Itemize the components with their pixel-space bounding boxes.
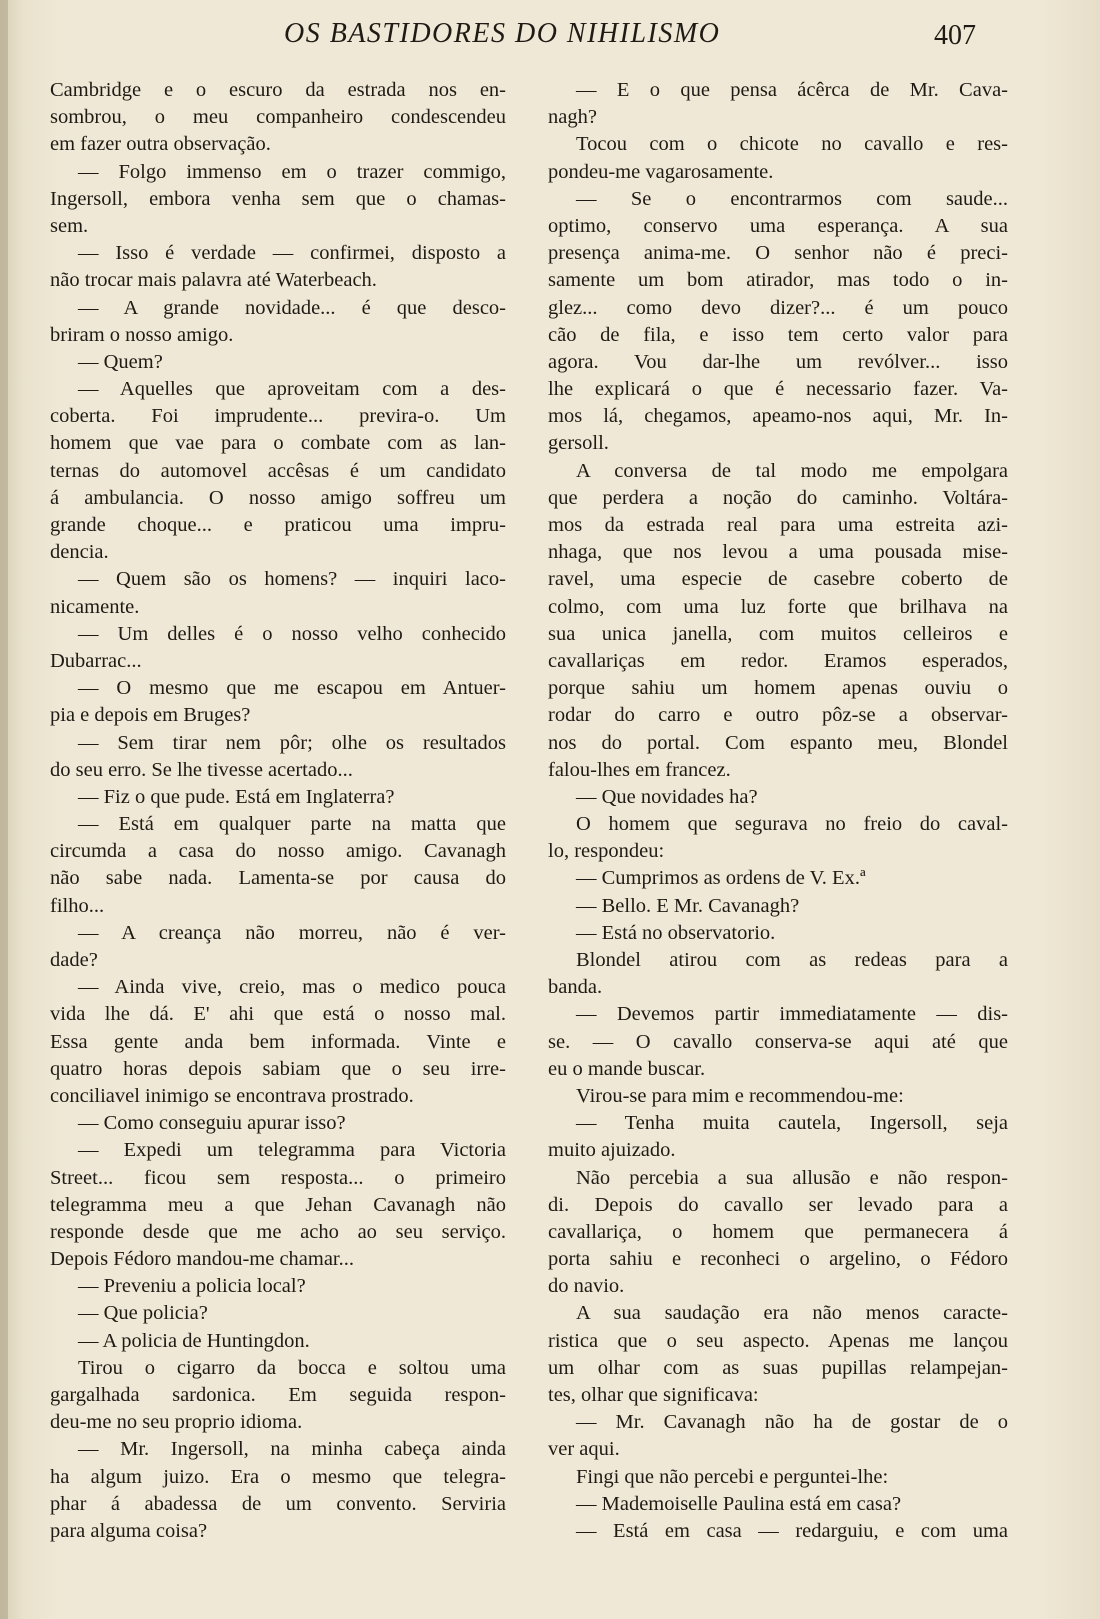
text-line: — A policia de Huntingdon. — [78, 1329, 310, 1352]
text-line: quatro horas depois sabiam que o seu irre- — [50, 1057, 506, 1080]
text-line: cavallariças em redor. Eramos esperados, — [548, 649, 1008, 672]
text-line: se. — O cavallo conserva-se aqui até que — [548, 1030, 1008, 1053]
text-line: — Tenha muita cautela, Ingersoll, seja — [576, 1112, 1008, 1135]
text-line: optimo, conservo uma esperança. A sua — [548, 214, 1008, 237]
text-line: presença anima-me. O senhor não é preci- — [548, 242, 1008, 265]
text-line: do navio. — [548, 1275, 625, 1298]
text-line: Tirou o cigarro da bocca e soltou uma — [78, 1356, 506, 1379]
text-line: para alguma coisa? — [50, 1519, 208, 1542]
text-line: grande choque... e praticou uma impru- — [50, 514, 506, 536]
text-line: — Cumprimos as ordens de V. Ex.ª — [576, 867, 866, 890]
text-line: não trocar mais palavra até Waterbeach. — [50, 269, 377, 292]
page-number: 407 — [934, 20, 976, 51]
text-line: cão de fila, e isso tem certo valor para — [548, 323, 1008, 346]
text-line: eu o mande buscar. — [548, 1057, 706, 1080]
text-line: mos da estrada real para uma estreita azi- — [548, 514, 1008, 536]
text-line: sua unica janella, com muitos celleiros e — [548, 622, 1008, 645]
text-line: dade? — [50, 949, 98, 971]
text-line: nagh? — [548, 106, 597, 129]
text-line: em fazer outra observação. — [50, 133, 271, 156]
text-line: deu-me no seu proprio idioma. — [50, 1411, 303, 1434]
text-line: — A grande novidade... é que desco- — [78, 296, 506, 319]
text-line: — Se o encontrarmos com saude... — [576, 187, 1008, 210]
text-line: não sabe nada. Lamenta-se por causa do — [50, 867, 506, 890]
text-line: mos lá, chegamos, apeamo-nos aqui, Mr. In- — [548, 405, 1008, 428]
text-line: falou-lhes em francez. — [548, 758, 731, 781]
text-line: — Mr. Ingersoll, na minha cabeça ainda — [78, 1438, 506, 1461]
text-line: — Como conseguiu apurar isso? — [78, 1112, 346, 1135]
text-line: telegramma meu a que Jehan Cavanagh não — [50, 1193, 506, 1216]
text-line: gargalhada sardonica. Em seguida respon- — [50, 1384, 506, 1406]
text-line: ravel, uma especie de casebre coberto de — [548, 568, 1008, 591]
text-line: A sua saudação era não menos caracte- — [576, 1302, 1008, 1325]
text-line: um olhar com as suas pupillas relampejan- — [548, 1356, 1008, 1379]
binding-edge-shadow — [0, 0, 8, 1619]
running-title: OS BASTIDORES DO NIHILISMO — [284, 18, 721, 49]
text-line: vida lhe dá. E' ahi que está o nosso mal. — [50, 1003, 506, 1026]
text-line: O homem que segurava no freio do caval- — [576, 813, 1008, 836]
text-line: Fingi que não percebi e perguntei-lhe: — [576, 1465, 889, 1488]
text-line: — Mr. Cavanagh não ha de gostar de o — [576, 1411, 1008, 1434]
text-line: — Folgo immenso em o trazer commigo, — [78, 160, 506, 183]
text-line: banda. — [548, 976, 603, 999]
text-line: — Sem tirar nem pôr; olhe os resultados — [78, 731, 506, 754]
text-line: que perdera a noção do caminho. Voltára- — [548, 486, 1008, 509]
text-line: Street... ficou sem resposta... o primeiro — [50, 1166, 506, 1189]
text-line: ristica que o seu aspecto. Apenas me lançou — [548, 1329, 1008, 1352]
text-line: Virou-se para mim e recommendou-me: — [576, 1084, 904, 1107]
text-line: — Expedi um telegramma para Victoria — [78, 1139, 506, 1162]
text-line: — O mesmo que me escapou em Antuer- — [78, 677, 506, 700]
text-line: — Que policia? — [78, 1302, 208, 1325]
text-line: filho... — [50, 894, 105, 917]
text-line: nicamente. — [50, 595, 140, 618]
text-line: lhe explicará o que é necessario fazer. Va- — [548, 378, 1008, 401]
text-line: — Está em casa — redarguiu, e com uma — [576, 1519, 1008, 1542]
text-line: gersoll. — [548, 432, 609, 455]
text-line: Essa gente anda bem informada. Vinte e — [50, 1030, 506, 1053]
text-line: — Fiz o que pude. Está em Inglaterra? — [78, 785, 395, 808]
text-line: sombrou, o meu companheiro condescendeu — [50, 106, 506, 129]
text-line: — E o que pensa ácêrca de Mr. Cava- — [576, 79, 1008, 101]
text-line: A conversa de tal modo me empolgara — [576, 459, 1008, 482]
text-line: á ambulancia. O nosso amigo soffreu um — [50, 486, 506, 509]
text-line: samente um bom atirador, mas todo o in- — [548, 269, 1008, 292]
text-line: glez... como devo dizer?... é um pouco — [548, 296, 1008, 319]
text-line: lo, respondeu: — [548, 840, 665, 863]
text-line: Blondel atirou com as redeas para a — [576, 949, 1008, 971]
text-line: agora. Vou dar-lhe um revólver... isso — [548, 350, 1008, 373]
text-line: porque sahiu um homem apenas ouviu o — [548, 677, 1008, 700]
text-line: — Bello. E Mr. Cavanagh? — [576, 894, 800, 917]
text-line: muito ajuizado. — [548, 1139, 676, 1162]
text-line: — Ainda vive, creio, mas o medico pouca — [78, 976, 506, 999]
text-line: Ingersoll, embora venha sem que o chamas- — [50, 187, 506, 210]
text-line: nos do portal. Com espanto meu, Blondel — [548, 731, 1008, 754]
text-line: — Está no observatorio. — [576, 921, 776, 944]
text-line: sem. — [50, 214, 89, 237]
text-line: — Quem? — [78, 350, 163, 373]
text-line: di. Depois do cavallo ser levado para a — [548, 1193, 1008, 1216]
text-line: briram o nosso amigo. — [50, 323, 234, 346]
text-line: ternas do automovel accêsas é um candidato — [50, 459, 506, 482]
text-line: homem que vae para o combate com as lan- — [50, 432, 506, 455]
left-text-column — [50, 77, 506, 1545]
right-text-column — [548, 77, 1008, 1545]
text-line: — Aquelles que aproveitam com a des- — [78, 378, 506, 401]
text-line: Dubarrac... — [50, 649, 142, 672]
text-line: — Mademoiselle Paulina está em casa? — [576, 1492, 902, 1515]
text-line: rodar do carro e outro pôz-se a observar- — [548, 704, 1008, 727]
text-line: Cambridge e o escuro da estrada nos en- — [50, 79, 506, 101]
text-line: Não percebia a sua allusão e não respon- — [576, 1166, 1008, 1189]
text-line: Tocou com o chicote no cavallo e res- — [576, 133, 1008, 156]
text-line: porta sahiu e reconheci o argelino, o Fédoro — [548, 1248, 1008, 1271]
text-line: — Quem são os homens? — inquiri laco- — [78, 568, 506, 591]
text-line: — Um delles é o nosso velho conhecido — [78, 622, 506, 645]
text-line: — Preveniu a policia local? — [78, 1275, 306, 1298]
text-line: coberta. Foi imprudente... previra-o. Um — [50, 405, 506, 428]
text-line: — A creança não morreu, não é ver- — [78, 921, 506, 944]
text-line: — Isso é verdade — confirmei, disposto a — [78, 242, 506, 265]
text-line: nhaga, que nos levou a uma pousada mise- — [548, 541, 1008, 564]
text-line: do seu erro. Se lhe tivesse acertado... — [50, 758, 353, 781]
text-line: — Devemos partir immediatamente — dis- — [576, 1003, 1008, 1026]
text-line: ha algum juizo. Era o mesmo que telegra- — [50, 1465, 506, 1488]
text-line: — Que novidades ha? — [576, 785, 758, 808]
text-line: ver aqui. — [548, 1438, 620, 1461]
text-line: tes, olhar que significava: — [548, 1384, 759, 1406]
text-line: phar á abadessa de um convento. Serviria — [50, 1492, 506, 1515]
text-line: — Está em qualquer parte na matta que — [78, 813, 506, 836]
text-line: colmo, com uma luz forte que brilhava na — [548, 595, 1008, 618]
text-line: dencia. — [50, 541, 109, 564]
text-line: conciliavel inimigo se encontrava prostrado. — [50, 1084, 414, 1107]
text-line: responde desde que me acho ao seu serviço. — [50, 1220, 506, 1243]
page-header — [0, 18, 1100, 58]
text-line: cavallariça, o homem que permanecera á — [548, 1220, 1008, 1243]
text-line: Depois Fédoro mandou-me chamar... — [50, 1248, 355, 1271]
text-line: circumda a casa do nosso amigo. Cavanagh — [50, 840, 506, 863]
text-line: pia e depois em Bruges? — [50, 704, 251, 727]
text-line: pondeu-me vagarosamente. — [548, 160, 774, 183]
